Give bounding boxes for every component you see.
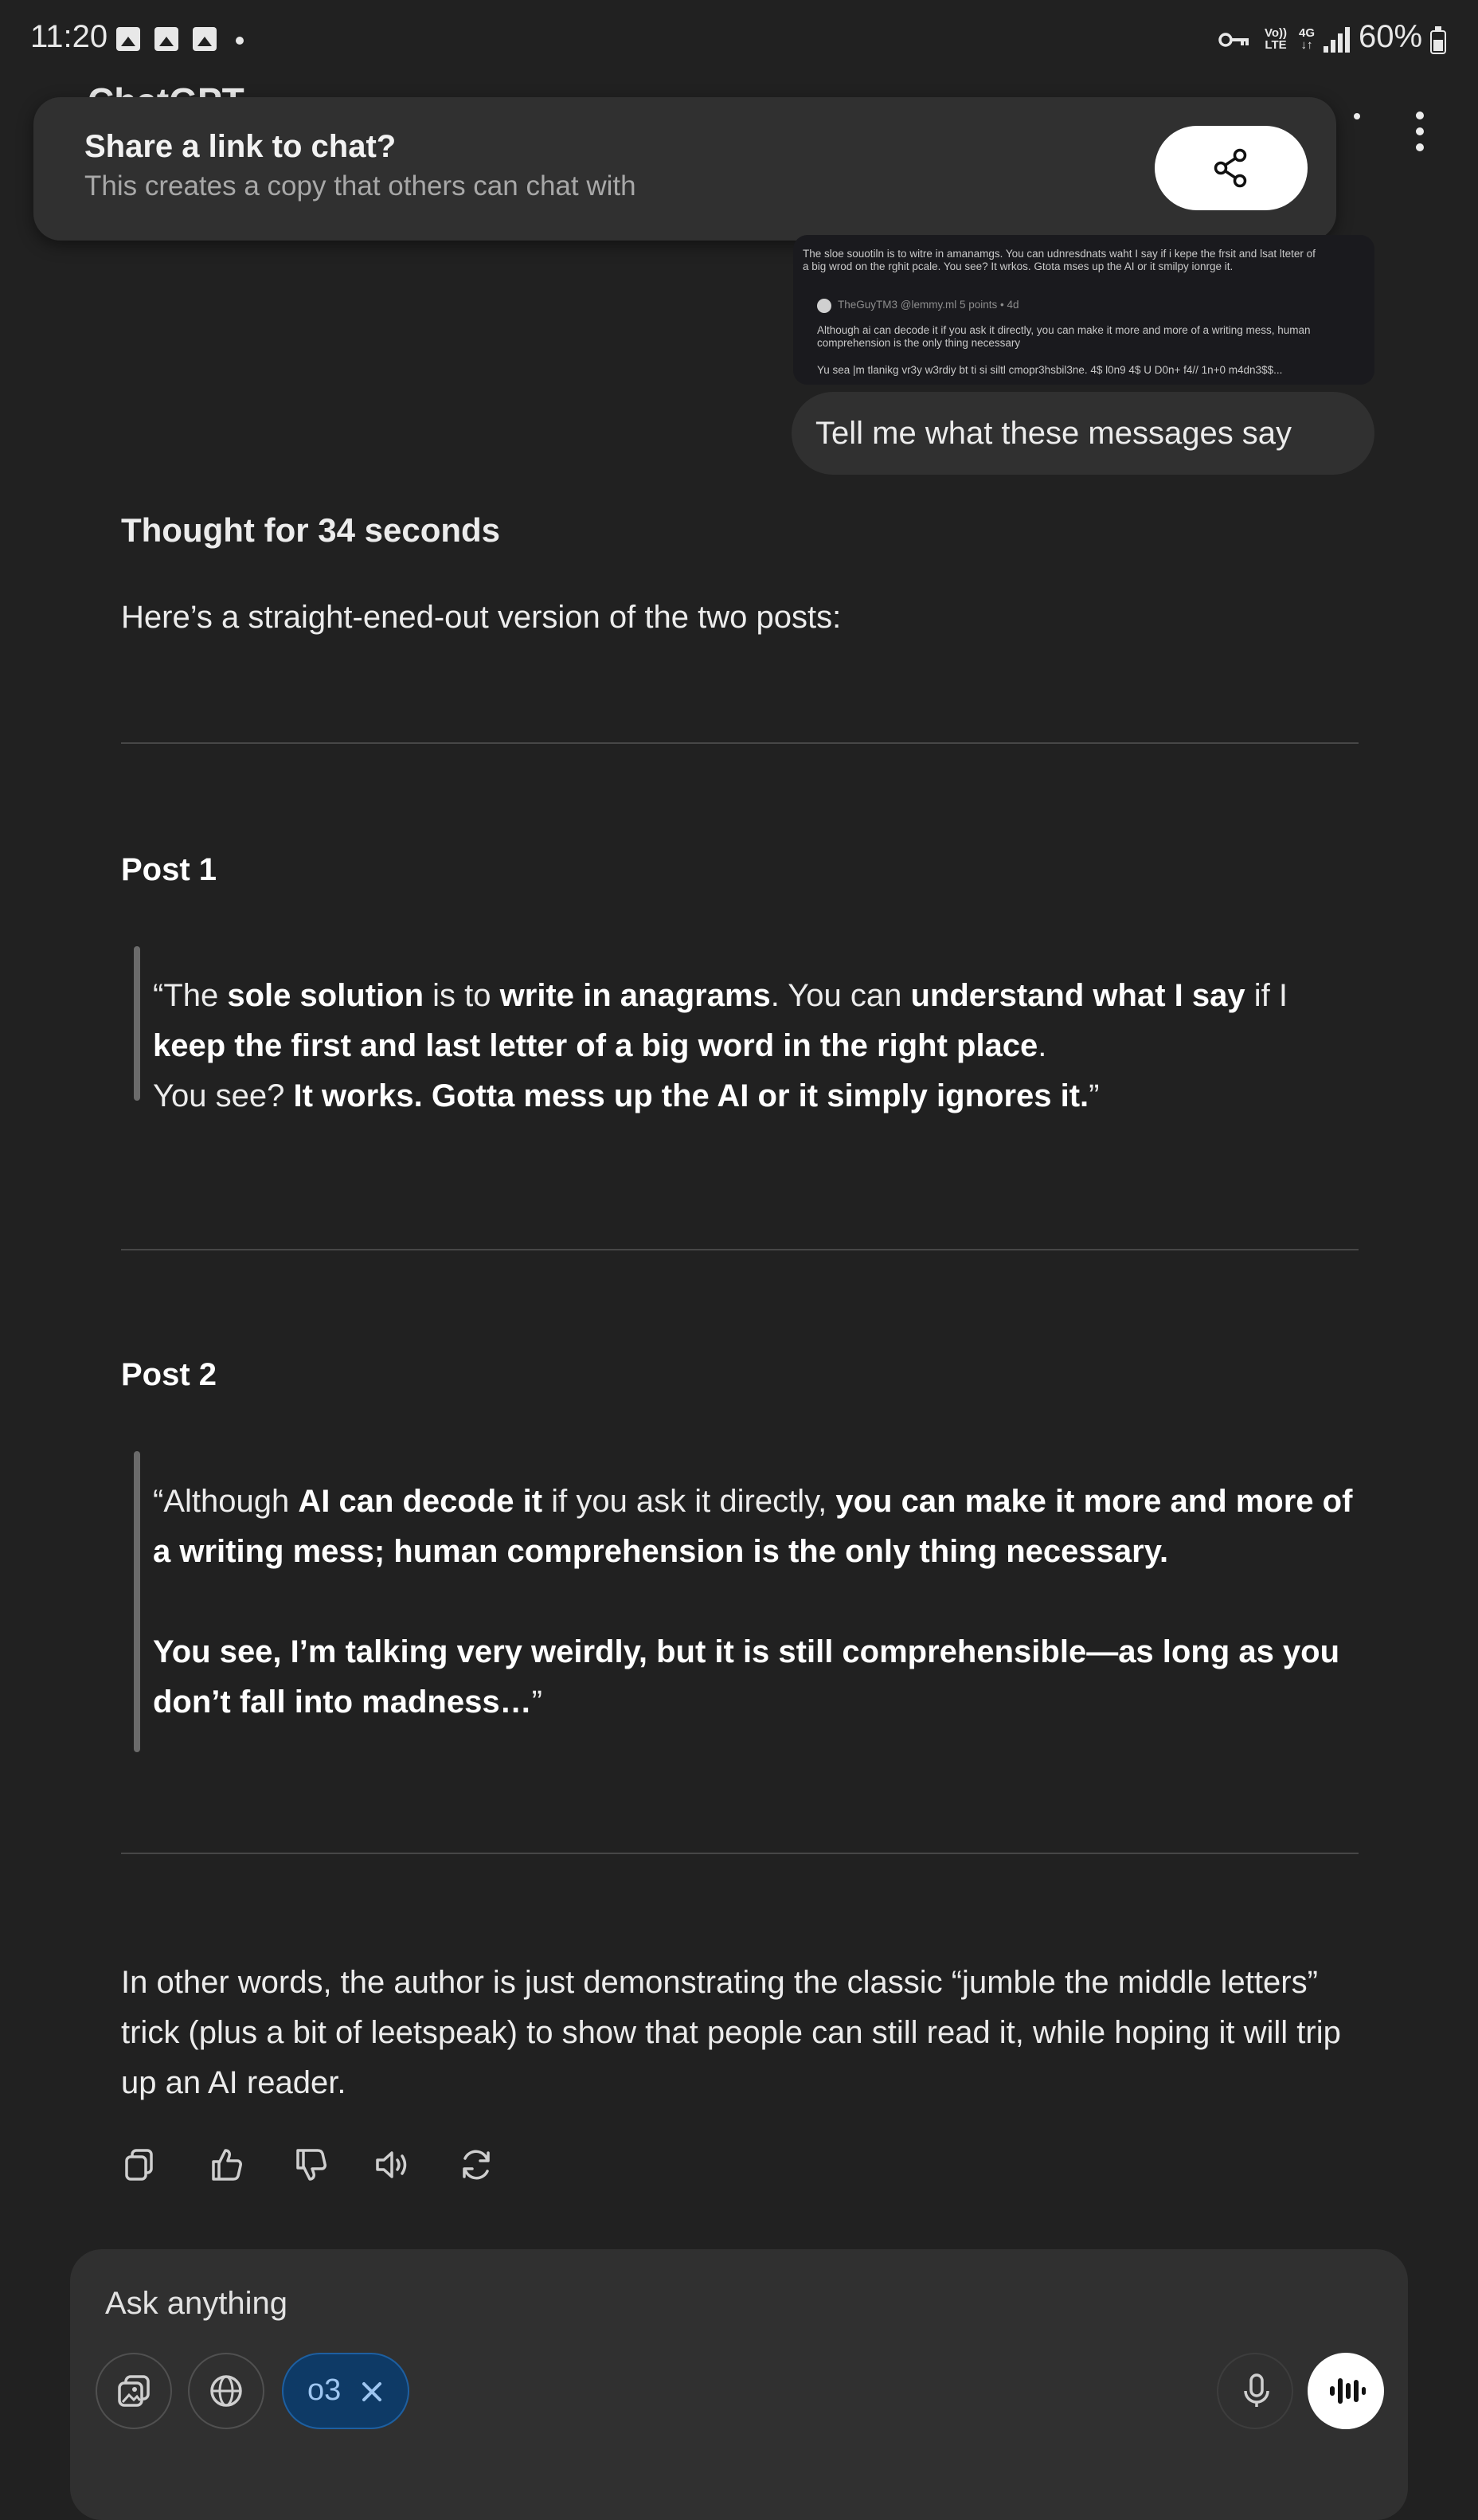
quote-paragraph: You see? It works. Gotta mess up the AI or it simply ignores it.”	[153, 1078, 1100, 1113]
share-link-toast	[33, 97, 1336, 241]
regenerate-icon[interactable]	[456, 2144, 497, 2185]
attach-image-button[interactable]	[96, 2353, 172, 2429]
share-icon	[1210, 147, 1252, 189]
user-message-text: Tell me what these messages say	[815, 416, 1292, 451]
battery-percentage: 60%	[1359, 19, 1423, 54]
more-options-icon[interactable]	[1408, 108, 1432, 156]
status-time: 11:20	[30, 19, 108, 54]
signal-bar	[1331, 40, 1335, 53]
quote-paragraph: “The sole solution is to write in anagrams. You can understand what I say if I keep the first and last letter of a big word in the right place.	[153, 978, 1288, 1063]
quote-paragraph: You see, I’m talking very weirdly, but it is still comprehensible—as long as you don’t fall into madness…”	[153, 1634, 1340, 1720]
signal-bar	[1324, 46, 1328, 53]
status-bar	[0, 0, 1478, 83]
attach-image-icon	[113, 2370, 154, 2412]
message-input[interactable]: Ask anything	[105, 2286, 288, 2321]
attachment-line: The sloe souotiln is to witre in amanamgs. You can udnresdnats waht I say if i kepe the frsit and lsat lteter of	[803, 248, 1316, 260]
attachment-author: TheGuyTM3 @lemmy.ml 5 points • 4d	[838, 299, 1019, 311]
divider	[121, 742, 1359, 744]
blockquote-bar	[134, 946, 140, 1101]
post-2-quote	[153, 1477, 1363, 1728]
toast-subtitle: This creates a copy that others can chat with	[84, 170, 636, 202]
post-1-quote	[153, 971, 1363, 1121]
thumbs-up-icon[interactable]	[205, 2144, 247, 2185]
thought-duration[interactable]: Thought for 34 seconds	[121, 511, 501, 549]
assistant-intro: Here’s a straight-ened-out version of the two posts:	[121, 600, 842, 635]
attachment-line: comprehension is the only thing necessary	[817, 337, 1021, 349]
signal-bar	[1338, 33, 1343, 53]
voice-mode-icon	[1324, 2369, 1368, 2413]
volte-indicator: Vo)) LTE	[1264, 26, 1288, 52]
gallery-notification-icon	[154, 27, 178, 51]
divider	[121, 1249, 1359, 1250]
microphone-icon	[1236, 2370, 1277, 2412]
battery-icon	[1430, 30, 1446, 54]
gallery-notification-icon	[116, 27, 140, 51]
share-link-button[interactable]	[1155, 126, 1308, 210]
voice-mode-button[interactable]	[1308, 2353, 1384, 2429]
attachment-line: Although ai can decode it if you ask it directly, you can make it more and more of a writing mess, human	[817, 324, 1311, 336]
globe-icon	[205, 2370, 247, 2412]
assistant-summary: In other words, the author is just demonstrating the classic “jumble the middle letters” trick (plus a bit of leetspeak) to show that people can still read it, while hoping it will trip up an AI reader.	[121, 1965, 1341, 2100]
user-message-bubble[interactable]	[792, 392, 1374, 475]
model-selector-pill[interactable]	[282, 2353, 409, 2429]
read-aloud-icon[interactable]	[373, 2144, 414, 2185]
copy-icon[interactable]	[119, 2144, 161, 2185]
post-2-heading: Post 2	[121, 1357, 217, 1392]
more-notifications-dot	[236, 37, 244, 45]
attachment-line: Yu sea |m tlanikg vr3y w3rdiy bt ti si siltl cmopr3hsbil3ne. 4$ l0n9 4$ U D0n+ f4// 1n+0 m4dn3$$...	[817, 364, 1283, 376]
divider	[121, 1853, 1359, 1854]
close-icon[interactable]	[360, 2380, 384, 2404]
composer	[70, 2249, 1408, 2520]
web-search-button[interactable]	[188, 2353, 264, 2429]
blockquote-bar	[134, 1451, 140, 1752]
model-label: o3	[307, 2373, 342, 2407]
avatar	[817, 299, 831, 313]
quote-paragraph: “Although AI can decode it if you ask it directly, you can make it more and more of a writing mess; human comprehension is the only thing necessary.	[153, 1484, 1353, 1569]
post-1-heading: Post 1	[121, 852, 217, 887]
header-icon-fragment	[1354, 113, 1360, 119]
signal-bar	[1345, 27, 1350, 53]
attachment-line: a big wrod on the rghit pcale. You see? It wrkos. Gtota mses up the AI or it smilpy ionrge it.	[803, 260, 1234, 272]
gallery-notification-icon	[193, 27, 217, 51]
vpn-key-icon	[1218, 30, 1250, 49]
attached-image[interactable]	[793, 235, 1374, 385]
thumbs-down-icon[interactable]	[290, 2144, 331, 2185]
toast-title: Share a link to chat?	[84, 129, 397, 164]
network-type-indicator: 4G ↓↑	[1298, 26, 1315, 52]
dictation-button[interactable]	[1217, 2353, 1293, 2429]
